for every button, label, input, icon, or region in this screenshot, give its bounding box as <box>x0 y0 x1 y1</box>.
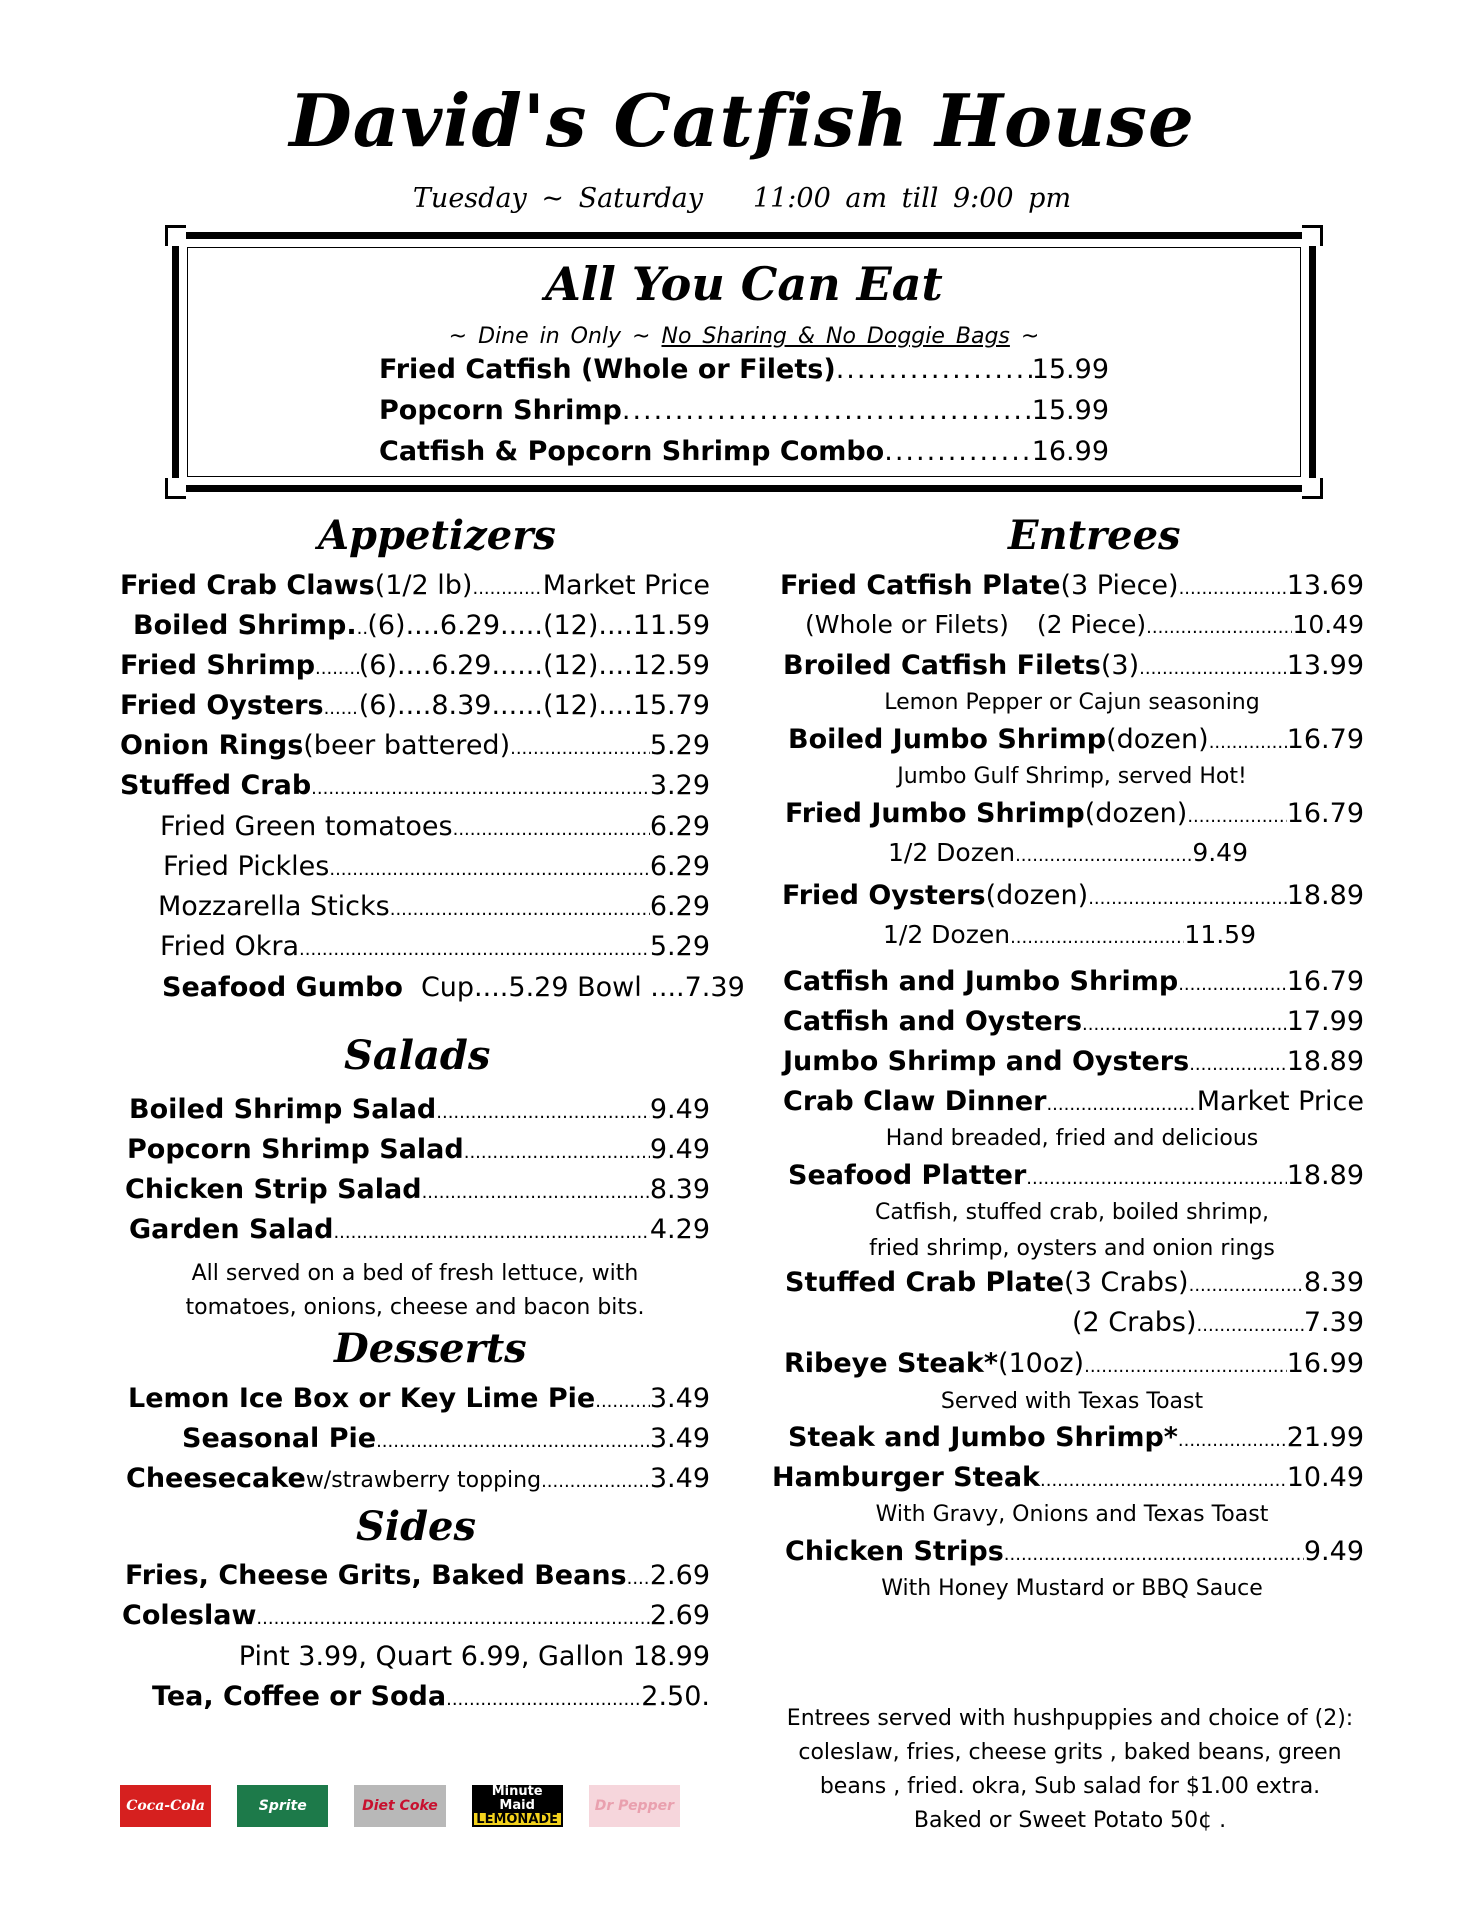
menu-item: Fried Catfish Plate (3 Piece) ..... 13.69 <box>780 570 1364 601</box>
entree-note: With Honey Mustard or BBQ Sauce <box>881 1576 1263 1601</box>
diet-coke-logo: Diet Coke <box>354 1785 445 1827</box>
menu-item: Fried Shrimp ..... (6)....6.29......(12)....12.59 <box>120 650 710 681</box>
menu-item: Fried Oysters (dozen) ..... 18.89 <box>782 880 1364 911</box>
menu-item: Boiled Shrimp Salad ..... 9.49 <box>129 1094 710 1125</box>
salads-title: Salads <box>344 1032 491 1079</box>
menu-item: Boiled Jumbo Shrimp (dozen) ..... 16.79 <box>788 724 1364 755</box>
beverage-logos <box>120 1785 680 1829</box>
menu-item: 1/2 Dozen ..... 11.59 <box>883 920 1256 949</box>
ayce-item: Fried Catfish (Whole or Filets) ..... 15.99 <box>379 354 1109 385</box>
menu-item: Steak and Jumbo Shrimp* ..... 21.99 <box>788 1422 1364 1453</box>
dr-pepper-logo: Dr Pepper <box>589 1785 680 1827</box>
opening-time: 11:00 am till 9:00 pm <box>752 183 1072 214</box>
menu-item: Boiled Shrimp. ..... (6)....6.29.....(12)....11.59 <box>133 610 710 641</box>
entree-note: Lemon Pepper or Cajun seasoning <box>884 690 1260 715</box>
opening-hours <box>0 183 1484 214</box>
menu-item: Broiled Catfish Filets (3) ..... 13.99 <box>783 650 1364 681</box>
coca-cola-logo: Coca-Cola <box>120 1785 211 1827</box>
menu-item: Fried Pickles ..... 6.29 <box>163 851 710 882</box>
menu-item: Fries, Cheese Grits, Baked Beans ..... 2.69 <box>125 1560 710 1591</box>
sides-title: Sides <box>356 1503 477 1550</box>
menu-item: Onion Rings (beer battered) ..... 5.29 <box>120 730 710 761</box>
menu-item: Fried Jumbo Shrimp (dozen) ..... 16.79 <box>785 798 1364 829</box>
opening-days: Tuesday ~ Saturday <box>412 183 703 214</box>
menu-item: Seasonal Pie ..... 3.49 <box>182 1423 710 1454</box>
menu-item: Chicken Strip Salad ..... 8.39 <box>125 1174 710 1205</box>
menu-item: Hamburger Steak ..... 10.49 <box>772 1462 1364 1493</box>
entree-note: Catfish, stuffed crab, boiled shrimp, <box>874 1200 1270 1225</box>
minute-maid-logo: Minute Maid LEMONADE <box>472 1785 563 1827</box>
menu-item: Popcorn Shrimp Salad ..... 9.49 <box>127 1134 710 1165</box>
menu-item: Chicken Strips ..... 9.49 <box>785 1536 1364 1567</box>
menu-item: Ribeye Steak* (10oz) ..... 16.99 <box>784 1348 1364 1379</box>
entrees-title: Entrees <box>1008 512 1181 559</box>
tea-sizes: Pint 3.99, Quart 6.99, Gallon 18.99 <box>238 1641 710 1672</box>
menu-item: 1/2 Dozen ..... 9.49 <box>888 838 1248 867</box>
menu-item: Tea, Coffee or Soda ..... 2.50. <box>152 1681 710 1712</box>
menu-item: Cheesecake w/strawberry topping ..... 3.49 <box>126 1463 710 1494</box>
entree-note: With Gravy, Onions and Texas Toast <box>875 1502 1269 1527</box>
menu-item: Seafood Gumbo Cup....5.29 Bowl ....7.39 <box>162 972 745 1003</box>
sprite-logo: Sprite <box>237 1785 328 1827</box>
entree-sides-note: Entrees served with hushpuppies and choice of (2): coleslaw, fries, cheese grits , baked beans, green beans , fried. okra, Sub salad for $1.00 extra. Baked or Sweet Potato 50¢ . <box>786 1706 1354 1833</box>
all-you-can-eat-rules: ~ Dine in Only ~ No Sharing & No Doggie Bags ~ <box>448 324 1040 349</box>
desserts-title: Desserts <box>334 1325 527 1372</box>
ayce-item: Popcorn Shrimp ..... 15.99 <box>379 395 1109 426</box>
salads-note: tomatoes, onions, cheese and bacon bits. <box>185 1295 645 1320</box>
entree-note: Jumbo Gulf Shrimp, served Hot! <box>897 764 1247 789</box>
menu-item: Fried Okra ..... 5.29 <box>160 931 710 962</box>
menu-item: Jumbo Shrimp and Oysters ..... 18.89 <box>783 1046 1364 1077</box>
menu-item: Lemon Ice Box or Key Lime Pie ..... 3.49 <box>128 1383 710 1414</box>
menu-item: Coleslaw ..... 2.69 <box>122 1600 710 1631</box>
all-you-can-eat-title: All You Can Eat <box>545 257 943 311</box>
menu-item: Stuffed Crab Plate (3 Crabs) ..... 8.39 <box>785 1267 1364 1298</box>
menu-item: Mozzarella Sticks ..... 6.29 <box>158 891 710 922</box>
menu-item: Fried Green tomatoes ..... 6.29 <box>160 811 710 842</box>
all-you-can-eat-box <box>172 232 1316 492</box>
entree-note: fried shrimp, oysters and onion rings <box>869 1236 1275 1261</box>
menu-item: Catfish and Jumbo Shrimp ..... 16.79 <box>783 966 1364 997</box>
restaurant-title: David's Catfish House <box>289 78 1195 163</box>
menu-item: Fried Oysters ..... (6)....8.39......(12)....15.79 <box>120 690 710 721</box>
entree-note: Hand breaded, fried and delicious <box>885 1126 1259 1151</box>
menu-item: Stuffed Crab ..... 3.29 <box>120 770 710 801</box>
menu-item: (Whole or Filets) (2 Piece) ..... 10.49 <box>805 610 1364 639</box>
menu-item: (2 Crabs) ..... 7.39 <box>1072 1307 1364 1338</box>
menu-item: Fried Crab Claws (1/2 lb) ..... Market Price <box>120 570 710 601</box>
menu-item: Seafood Platter ..... 18.89 <box>788 1160 1364 1191</box>
menu-item: Catfish and Oysters ..... 17.99 <box>783 1006 1364 1037</box>
salads-note: All served on a bed of fresh lettuce, with <box>191 1261 639 1286</box>
menu-item: Garden Salad ..... 4.29 <box>129 1214 710 1245</box>
ayce-item: Catfish & Popcorn Shrimp Combo ..... 16.99 <box>379 436 1109 467</box>
entree-note: Served with Texas Toast <box>940 1389 1204 1414</box>
appetizers-title: Appetizers <box>318 512 556 559</box>
menu-item: Crab Claw Dinner ..... Market Price <box>783 1086 1364 1117</box>
